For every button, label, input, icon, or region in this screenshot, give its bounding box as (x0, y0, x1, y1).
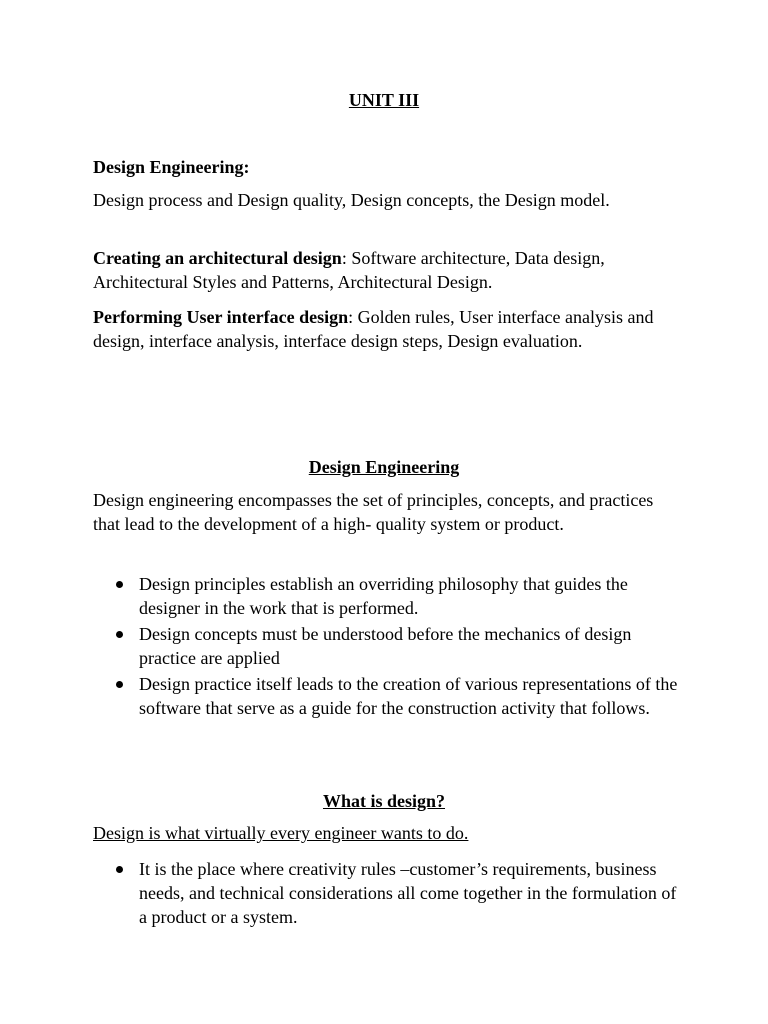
list-item: Design practice itself leads to the creation of various representations of the software that serve as a guide for the construction activity that follows. (93, 672, 683, 720)
bullet-icon (116, 866, 123, 873)
syllabus-architectural-design (93, 246, 683, 294)
syllabus-ui-design (93, 305, 683, 353)
unit-title: UNIT III (348, 90, 420, 110)
ui-design-label: Performing User interface design (93, 307, 349, 327)
ui-design-topics: : Golden rules, User interface analysis and design, interface analysis, interface design steps, Design evaluation. (93, 307, 654, 351)
list-item: Design concepts must be understood before the mechanics of design practice are applied (93, 622, 683, 670)
design-engineering-intro: Design engineering encompasses the set of principles, concepts, and practices that lead to the development of a high- quality system or product. (93, 490, 654, 534)
bullet-icon (116, 631, 123, 638)
design-engineering-list (93, 572, 683, 722)
syllabus-heading: Design Engineering: (93, 157, 250, 177)
list-item: It is the place where creativity rules –customer’s requirements, business needs, and technical considerations all come together in the formulation of a product or a system. (93, 857, 683, 929)
what-is-design-list (93, 857, 683, 931)
bullet-icon (116, 681, 123, 688)
design-engineering-heading: Design Engineering (308, 457, 460, 477)
architectural-design-label: Creating an architectural design (93, 248, 342, 268)
what-is-design-heading: What is design? (322, 791, 446, 811)
bullet-icon (116, 581, 123, 588)
architectural-design-topics: : Software architecture, Data design, Architectural Styles and Patterns, Architectural Design. (93, 248, 605, 292)
list-item: Design principles establish an overriding philosophy that guides the designer in the work that is performed. (93, 572, 683, 620)
what-is-design-intro: Design is what virtually every engineer wants to do. (93, 823, 469, 843)
syllabus-design-topics: Design process and Design quality, Design concepts, the Design model. (93, 190, 610, 210)
